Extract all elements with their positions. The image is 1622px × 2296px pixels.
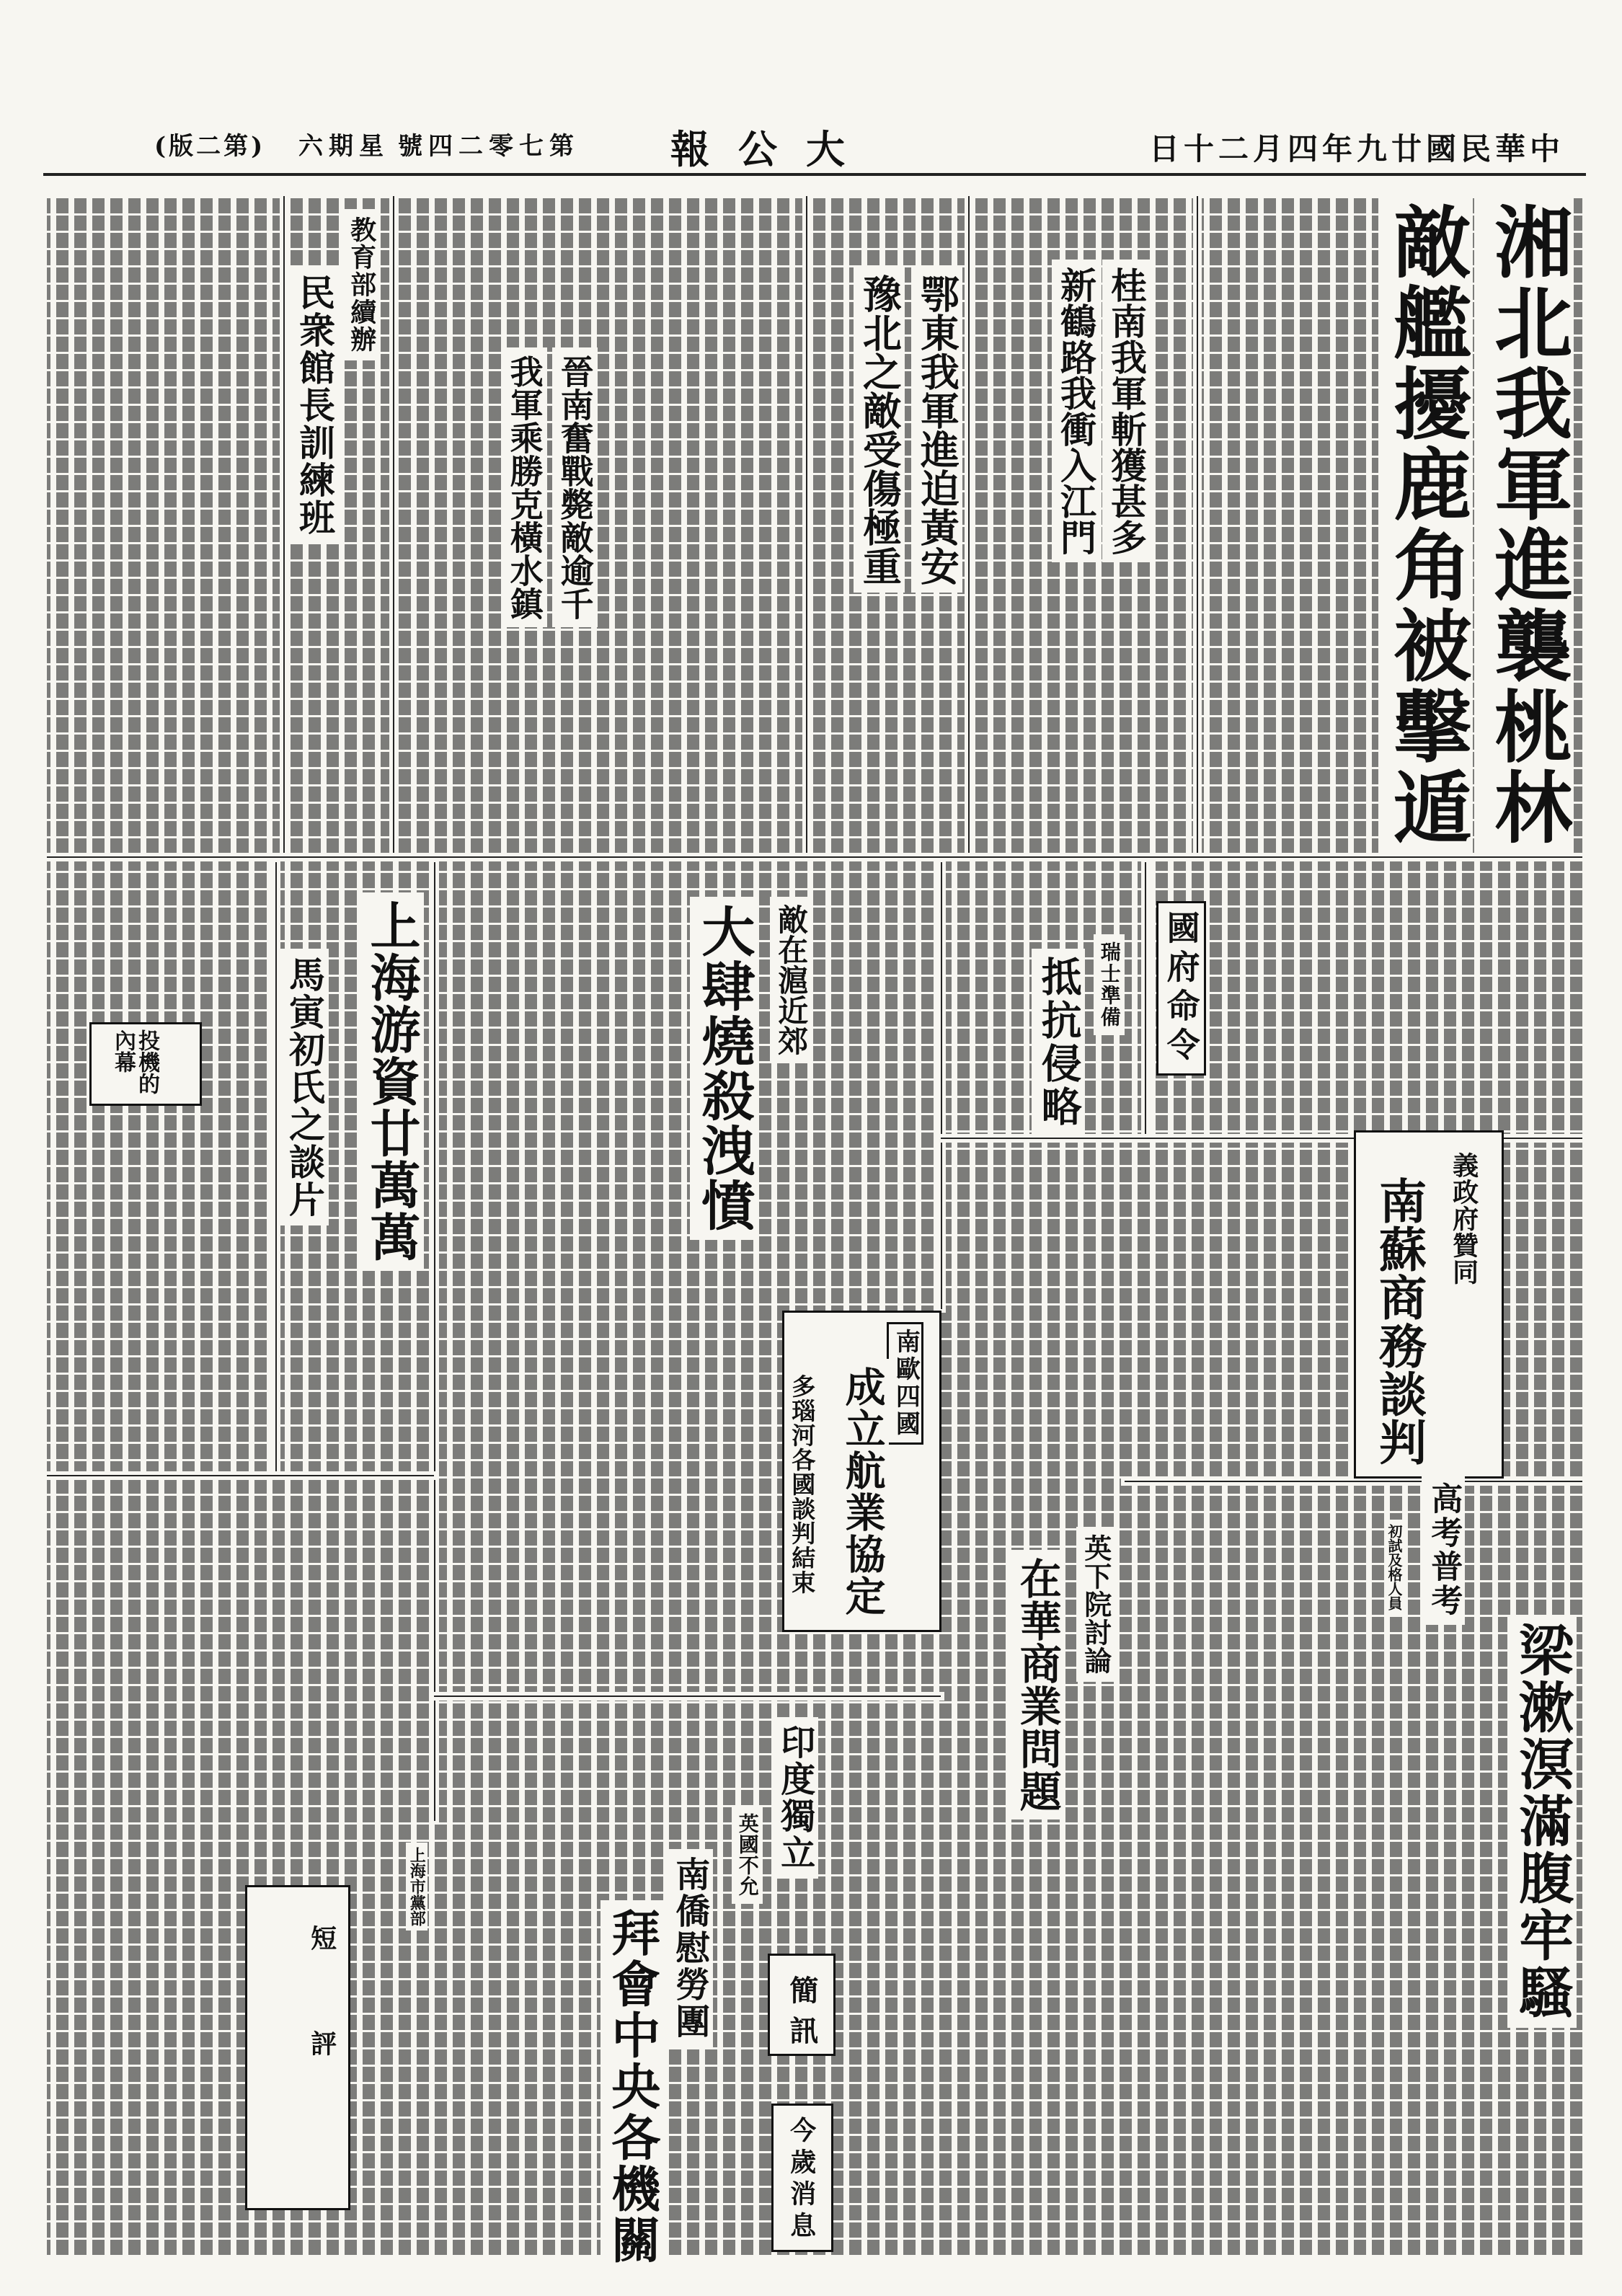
headline-government-order: 國府命令 xyxy=(1156,901,1206,1076)
headline-india-subtitle: 英國不允 xyxy=(732,1806,763,1904)
column-rule xyxy=(1197,196,1198,854)
headline-education-main: 民衆館長訓練班 xyxy=(291,267,339,544)
headline-danube-kicker: 南歐四國 xyxy=(887,1322,923,1445)
headline-jinnan-main: 晉南奮戰斃敵逾千 xyxy=(552,347,598,627)
brief-news-heading: 簡訊 xyxy=(785,1975,819,2056)
headline-exams-main: 高考普考 xyxy=(1422,1475,1465,1625)
headline-commons-main: 在華商業問題 xyxy=(1009,1550,1064,1819)
headline-guinan-main: 桂南我軍斬獲甚多 xyxy=(1102,260,1151,562)
headline-india-main: 印度獨立 xyxy=(771,1717,818,1879)
column-rule xyxy=(941,862,942,1309)
headline-guinan-second: 新鶴路我衝入江門 xyxy=(1052,260,1100,562)
column-rule xyxy=(275,862,277,1475)
masthead-date: 中華民國廿九年四月二十日 xyxy=(1148,131,1564,167)
headline-edong-second: 豫北之敵受傷極重 xyxy=(854,267,905,593)
headline-xiangbei-second: 敵艦擾鹿角被擊遁 xyxy=(1378,195,1473,855)
headline-commons-kicker: 英下院討論 xyxy=(1076,1527,1115,1682)
headline-shanghai-party: 上海市黨部 xyxy=(406,1843,427,1931)
news-of-year-heading: 今歲消息 xyxy=(786,2117,817,2243)
column-rule xyxy=(1125,1481,1582,1482)
headline-italy-trade-kicker: 義政府贊同 xyxy=(1445,1145,1482,1293)
headline-exams-subtitle: 初試及格人員 xyxy=(1384,1520,1404,1615)
masthead-rule xyxy=(43,173,1586,176)
headline-edong-main: 鄂東我軍進迫黃安 xyxy=(911,267,962,593)
headline-danube-subtitle: 多瑙河各國談判結束 xyxy=(786,1368,817,1600)
headline-education-kicker: 教育部續辦 xyxy=(342,209,380,360)
headline-xiangbei-main: 湘北我軍進襲桃林 xyxy=(1479,195,1574,855)
headline-shanghai-outskirts-kicker: 敵在滬近郊 xyxy=(770,897,812,1063)
headline-overseas-kicker: 南僑慰勞團 xyxy=(666,1849,713,2047)
column-rule xyxy=(968,196,970,854)
column-rule xyxy=(434,1696,941,1697)
column-rule xyxy=(47,1475,434,1476)
column-rule xyxy=(434,862,435,1821)
headline-idle-capital-byline: 馬寅初氏之談片 xyxy=(280,949,329,1225)
headline-switzerland-kicker: 瑞士準備 xyxy=(1094,934,1125,1035)
masthead-page: (第二版) xyxy=(154,132,266,161)
headline-switzerland-main: 抵抗侵略 xyxy=(1032,949,1085,1136)
column-rule xyxy=(1145,862,1146,1138)
headline-overseas-main: 拜會中央各機關 xyxy=(601,1900,663,2273)
masthead-weekday: 星期六 xyxy=(298,132,389,161)
headline-italy-trade-main: 南蘇商務談判 xyxy=(1368,1169,1430,1473)
column-rule xyxy=(393,196,394,854)
headline-danube-main: 成立航業協定 xyxy=(836,1359,889,1624)
speculation-heading: 投機的內幕 xyxy=(110,1029,159,1094)
column-rule xyxy=(806,196,807,854)
headline-jinnan-second: 我軍乘勝克橫水鎮 xyxy=(502,347,547,627)
column-rule xyxy=(283,196,285,854)
masthead-title: 大公報 xyxy=(670,126,874,172)
masthead-issue-number: 第七零二四號 xyxy=(398,132,580,161)
tier-divider xyxy=(47,856,1582,858)
short-comment-heading: 短評 xyxy=(306,1925,337,2135)
headline-liang: 梁漱溟滿腹牢騷 xyxy=(1507,1615,1577,2028)
headline-shanghai-outskirts-main: 大肆燒殺洩憤 xyxy=(690,897,757,1240)
headline-idle-capital-main: 上海游資廿萬萬 xyxy=(360,892,424,1270)
